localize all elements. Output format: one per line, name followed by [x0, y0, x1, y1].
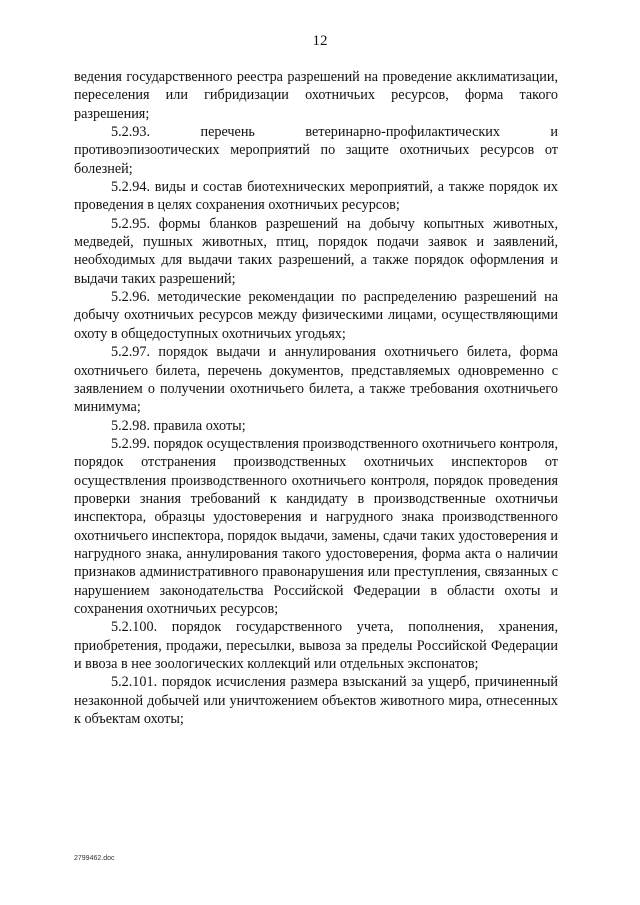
paragraph-5-2-98: 5.2.98. правила охоты; — [111, 417, 246, 434]
paragraph-5-2-93: 5.2.93. перечень ветеринарно-профилактических и противоэпизоотических мероприятий по защите охотничьих ресурсов от болезней; — [74, 124, 558, 177]
paragraph-5-2-95: 5.2.95. формы бланков разрешений на добычу копытных животных, медведей, пушных животных, птиц, порядок подачи заявок и заявлений, необходимых для выдачи таких разрешений, а также порядок оформления и выдачи таких разрешений; — [74, 215, 558, 287]
paragraph-5-2-100: 5.2.100. порядок государственного учета, пополнения, хранения, приобретения, продажи, пересылки, вывоза за пределы Российской Федерации и ввоза в нее зоологических коллекций или отдельных экспонатов; — [74, 619, 558, 672]
paragraph-continuation: ведения государственного реестра разрешений на проведение акклиматизации, переселения или гибридизации охотничьих ресурсов, форма такого разрешения; — [74, 69, 558, 122]
paragraph-5-2-94: 5.2.94. виды и состав биотехнических мероприятий, а также порядок их проведения в целях сохранения охотничьих ресурсов; — [74, 179, 558, 214]
document-body — [74, 68, 558, 728]
paragraph-5-2-97: 5.2.97. порядок выдачи и аннулирования охотничьего билета, форма охотничьего билета, перечень документов, представляемых одновременно с заявлением о получении охотничьего билета, а также требования охотничьего минимума; — [74, 344, 558, 416]
document-code-footer: 2799462.doc — [74, 855, 115, 862]
paragraph-5-2-96: 5.2.96. методические рекомендации по распределению разрешений на добычу охотничьих ресурсов между физическими лицами, осуществляющими охоту в общедоступных охотничьих угодьях; — [74, 289, 558, 342]
paragraph-5-2-101: 5.2.101. порядок исчисления размера взысканий за ущерб, причиненный незаконной добычей или уничтожением объектов животного мира, отнесенных к объектам охоты; — [74, 674, 558, 728]
paragraph-5-2-99: 5.2.99. порядок осуществления производственного охотничьего контроля, порядок отстранения производственных охотничьих инспекторов от осуществления производственного охотничьего контроля, порядок проведения проверки знания требований к кандидату в производственные охотничьи инспектора, образцы удостоверения и нагрудного знака производственного охотничьего инспектора, порядок выдачи, замены, сдачи таких удостоверения и нагрудного знака, аннулирования такого удостоверения, форма акта о наличии признаков административного правонарушения или преступления, связанных с нарушением законодательства Российской Федерации в области охоты и сохранения охотничьих ресурсов; — [74, 435, 558, 617]
page-number: 12 — [312, 33, 328, 49]
